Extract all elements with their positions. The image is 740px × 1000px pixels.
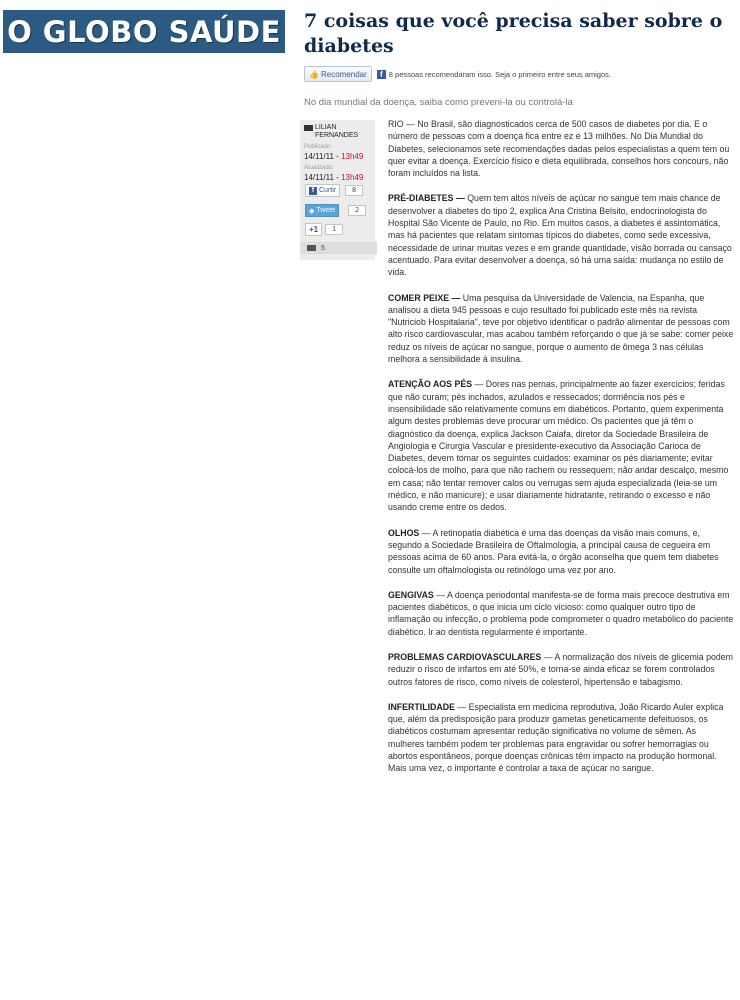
logo-text: O GLOBO SAÚDE (7, 14, 281, 49)
facebook-like-widget (305, 185, 363, 196)
paragraph-heading: PROBLEMAS CARDIOVASCULARES (388, 651, 542, 662)
paragraph-heading: PRÉ-DIABETES — (388, 193, 465, 204)
paragraph-heading: ATENÇÃO AOS PÉS (388, 379, 473, 390)
tweet-label: Tweet (316, 207, 336, 214)
published-date: 14/11/11 - (304, 152, 339, 161)
published-datetime (304, 152, 363, 161)
plusone-button[interactable]: +1 (305, 223, 322, 236)
author-link[interactable] (304, 124, 363, 140)
article-subtitle: No dia mundial da doença, saiba como preveni-la ou controlá-la (304, 97, 573, 108)
article-paragraph (388, 527, 734, 576)
article-paragraph (388, 589, 734, 638)
article-sidebar (300, 120, 375, 260)
paragraph-heading: OLHOS (388, 527, 420, 538)
author-name: LILIAN FERNANDES (315, 124, 359, 139)
paragraph-text: RIO — No Brasil, são diagnosticados cerca de 500 casos de diabetes por dia. E o número de pessoas com a doença fica entre ez e 13 milhões. No Dia Mundial do Diabetes, selecionamos sete recomendações dadas pelos especialistas a quem tem ou quer evitar a doença. Exercício físico e dieta equilibrada, conselhos hors concours, não foram incluídos na lista. (388, 119, 730, 179)
recommend-text: 8 pessoas recomendaram isso. Seja o primeiro entre seus amigos. (388, 69, 611, 79)
updated-date: 14/11/11 - (304, 173, 339, 182)
article-paragraph (388, 292, 734, 366)
paragraph-text: — A retinopatia diabética é uma das doenças da visão mais comuns, e, segundo a Sociedade Brasileira de Oftalmologia, a principal causa de cegueira em pessoas acima de 60 anos. Para evitá-la, o órgão aconselha que quem tem diabetes consulte um oftalmologista ou retinólogo uma vez por ano. (388, 527, 719, 575)
paragraph-text: Quem tem altos níveis de açúcar no sangue tem mais chance de desenvolver a diabetes do tipo 2, explica Ana Cristina Belsito, endocrinologista do Hospital São Vicente de Paulo, no Rio. Em muitos casos, a diabetes é assintomática, mas há pacientes que relatam sintomas típicos do diabetes, como sede excessiva, necessidade de urinar muitas vezes e em grande quantidade, visão borrada ou cansaço acentuado. Para evitar desenvolver a doença, só há uma saída: mudança no estilo de vida. (388, 193, 732, 278)
paragraph-heading: INFERTILIDADE (388, 701, 455, 712)
tweet-widget (305, 205, 366, 216)
article-paragraph (388, 701, 734, 775)
email-share-row[interactable] (300, 242, 377, 254)
plusone-count: 1 (325, 224, 343, 235)
social-recommend-bar (304, 66, 611, 82)
article-body (388, 118, 734, 788)
twitter-bird-icon: ◆ (309, 207, 315, 215)
envelope-icon (307, 245, 316, 251)
paragraph-heading: GENGIVAS (388, 589, 434, 600)
paragraph-text: Uma pesquisa da Universidade de Valencia, na Espanha, que analisou a dieta 945 pessoas e cujo resultado foi publicado este mês na revista "Nutriciob Hospitalaria", teve por objetivo identificar o padrão alimentar de pessoas com alto risco cardiovascular, mas acabou também reforçando o que já se sabe: comer peixe reduz os níveis de açúcar no sangue, porque o aumento de ômega 3 nas células melhora a sensibilidade à insulina. (388, 292, 734, 365)
facebook-icon: f (309, 187, 317, 195)
site-logo[interactable] (3, 10, 285, 53)
article-title: 7 coisas que você precisa saber sobre o diabetes (304, 10, 723, 57)
recommend-label: Recomendar (320, 69, 367, 79)
updated-label: Atualizado: (304, 165, 334, 171)
envelope-icon (304, 125, 313, 131)
article-paragraph (388, 192, 734, 278)
published-time: 13h49 (341, 152, 364, 161)
tweet-button[interactable] (305, 204, 339, 217)
paragraph-text: — Dores nas pernas, principalmente ao fazer exercícios; feridas que não curam; pés inchados, azulados e ressecados; dormência nos pés e insensibilidade são relativamente comuns em diabéticos. Portanto, quem experimenta algum destes problemas deve procurar um médico. Os pacientes que já têm o diagnóstico da doença, explica Jackson Caiafa, diretor da Sociedade Brasileira de Angiologia e Cirurgia Vascular e presidente-executivo da Associação Carioca de Diabetes, devem tomar os seguintes cuidados: examinar os pés diariamente; evitar colocá-los de molho, para que não rachem ou ressequem; não andar descalço, mesmo em casa; não tentar remover calos ou verrugas sem ajuda especializada (leia-se um médico, e não manicure); e usar diariamente hidratante, retirando o excesso e não usando creme entre os dedos. (388, 379, 729, 513)
facebook-icon: f (377, 70, 386, 79)
paragraph-text: — A doença periodontal manifesta-se de forma mais precoce destrutiva em pacientes diabéticos, o que inicia um ciclo vicioso: como qualquer outro tipo de inflamação ou infecção, o problema pode comprometer o quadro metabólico do paciente diabético. Ir ao dentista regularmente é importante. (388, 589, 734, 637)
updated-datetime (304, 173, 363, 182)
article-paragraph (388, 651, 734, 688)
updated-time: 13h49 (341, 173, 364, 182)
like-label: Curtir (319, 187, 337, 194)
tweet-count: 2 (348, 205, 366, 216)
paragraph-text: — Especialista em medicina reprodutiva, João Ricardo Auler explica que, além da predisposição para produzir gametas geneticamente defeituosos, os diabéticos costumam apresentar redução significativa no volume de sêmen. As mulheres também podem ter problemas para engravidar ou sofrer hemorragias ou abortos espontâneos, porque doenças crônicas têm impacto na produção hormonal. Mais uma vez, o importante é controlar a taxa de açúcar no sangue. (388, 701, 724, 774)
article-paragraph (388, 378, 734, 513)
recommend-button[interactable] (304, 66, 372, 82)
thumbs-up-icon: 👍 (309, 69, 319, 79)
facebook-like-button[interactable] (305, 184, 340, 197)
published-label: Publicado: (304, 144, 333, 150)
paragraph-heading: COMER PEIXE — (388, 292, 461, 303)
paragraph-text: — A normalização dos níveis de glicemia podem reduzir o risco de infartos em até 50%, e torna-se ainda eficaz se forem controlados outros fatores de risco, como níveis de colesterol, hipertensão e tabagismo. (388, 651, 733, 687)
article-paragraph (388, 118, 734, 179)
plusone-widget (305, 224, 343, 235)
email-count: 5 (321, 244, 325, 252)
like-count: 8 (345, 185, 363, 196)
